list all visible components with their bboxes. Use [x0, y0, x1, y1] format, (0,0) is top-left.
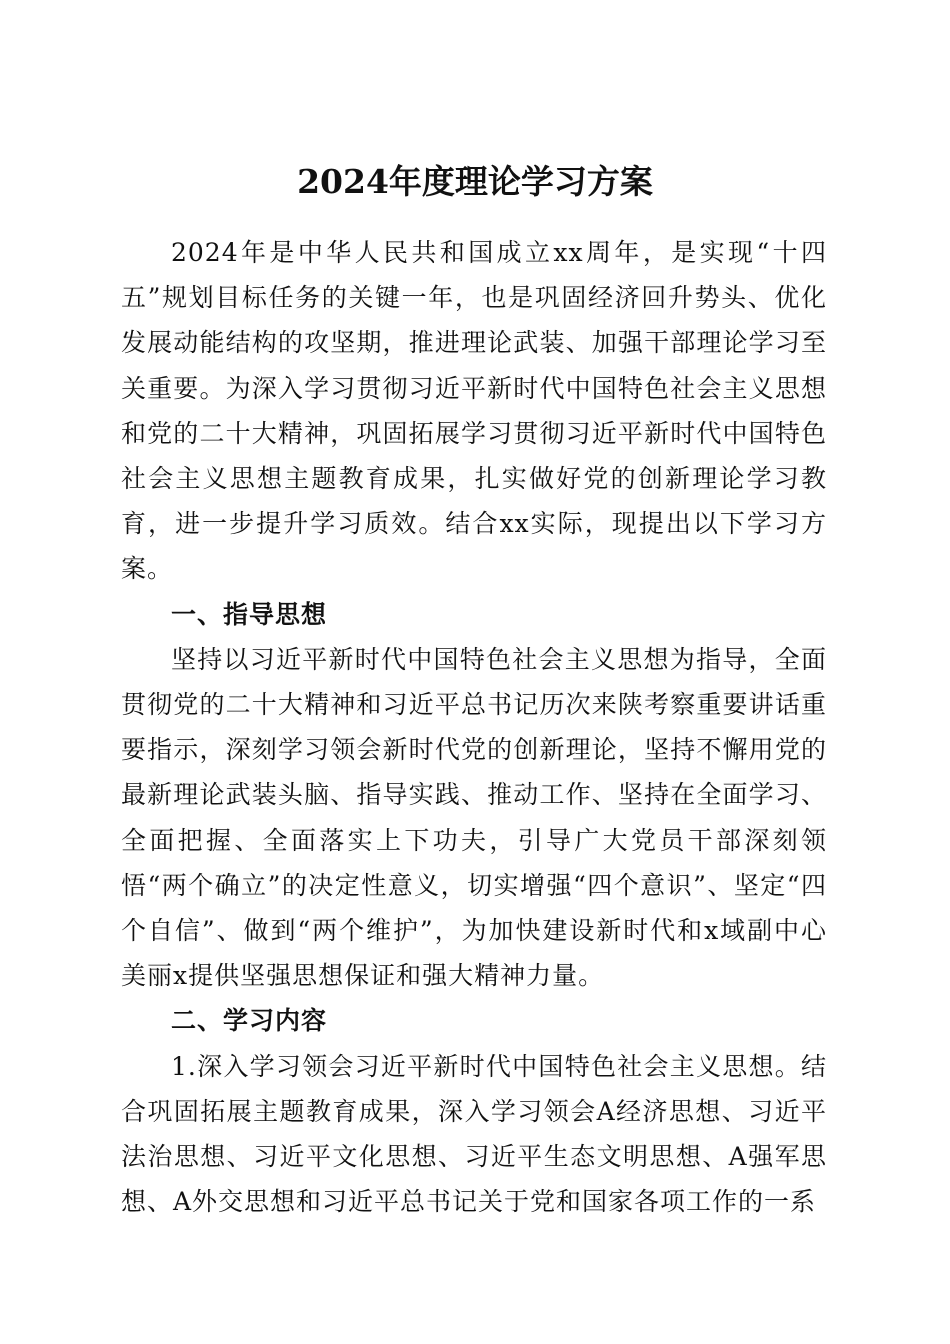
document-title: 2024年度理论学习方案 — [297, 162, 653, 202]
section-paragraph-study-content: 1.深入学习领会习近平新时代中国特色社会主义思想。结合巩固拓展主题教育成果，深入学习领会A经济思想、习近平法治思想、习近平文化思想、习近平生态文明思想、A强军思想、A外交思想和习近平总书记关于党和国家各项工作的一系 — [121, 1051, 827, 1217]
section-heading-study-content: 二、学习内容 — [171, 1006, 328, 1036]
intro-paragraph: 2024年是中华人民共和国成立xx周年，是实现“十四五”规划目标任务的关键一年，也是巩固经济回升势头、优化发展动能结构的攻坚期，推进理论武装、加强干部理论学习至关重要。为深入学习贯彻习近平新时代中国特色社会主义思想和党的二十大精神，巩固拓展学习贯彻习近平新时代中国特色社会主义思想主题教育成果，扎实做好党的创新理论学习教育，进一步提升学习质效。结合xx实际，现提出以下学习方案。 — [121, 238, 827, 584]
document-body — [121, 230, 827, 1224]
section-heading-guiding-thought: 一、指导思想 — [171, 599, 328, 629]
section-paragraph-guiding-thought: 坚持以习近平新时代中国特色社会主义思想为指导，全面贯彻党的二十大精神和习近平总书记历次来陕考察重要讲话重要指示，深刻学习领会新时代党的创新理论，坚持不懈用党的最新理论武装头脑、指导实践、推动工作、坚持在全面学习、全面把握、全面落实上下功夫，引导广大党员干部深刻领悟“两个确立”的决定性意义，切实增强“四个意识”、坚定“四个自信”、做到“两个维护”，为加快建设新时代和x域副中心美丽x提供坚强思想保证和强大精神力量。 — [121, 644, 827, 991]
